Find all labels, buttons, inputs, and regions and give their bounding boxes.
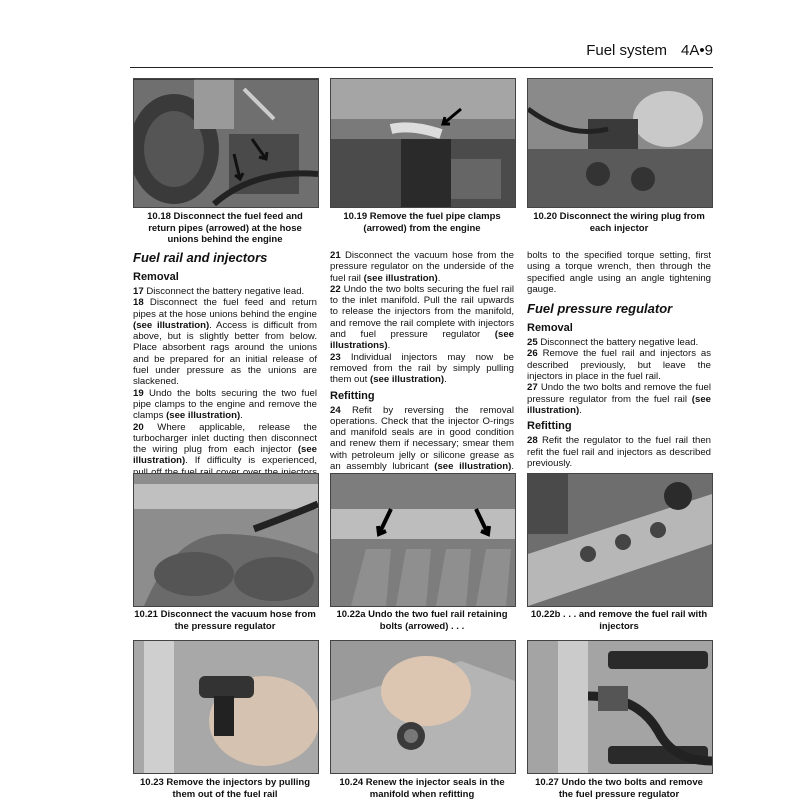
paragraph-24-continued: bolts to the specified torque setting, first using a torque wrench, then through the specified angle using an angle tightening gauge.	[527, 250, 711, 295]
caption-10-22a: 10.22a Undo the two fuel rail retaining bolts (arrowed) . . .	[336, 609, 508, 632]
step-number: 28	[527, 435, 538, 447]
photo-10-19	[330, 78, 516, 208]
step-text: Refit by reversing the removal operations. Check that the injector O-rings and manifold seals are in good condition and renew them if necessary; smear them with petroleum jelly or silicone grease as an assembly lubricant	[330, 404, 514, 473]
step-text: .	[511, 461, 514, 473]
chapter-title: Fuel system	[586, 42, 668, 59]
photo-10-22a	[330, 473, 516, 607]
header-title	[586, 42, 713, 59]
section-number: 4A•9	[681, 42, 713, 59]
text-column-1	[133, 250, 317, 489]
section-heading-pressure-regulator: Fuel pressure regulator	[527, 301, 673, 317]
photo-10-23	[133, 640, 319, 774]
illustration-ref: (see illustrations)	[330, 329, 514, 352]
step-text: Disconnect the battery negative lead.	[146, 286, 305, 297]
photo-10-18	[133, 78, 319, 208]
step-number: 20	[133, 421, 144, 433]
step-text: Refit the regulator to the fuel rail then refit the fuel rail and injectors as described previously.	[527, 435, 711, 469]
caption-10-19: 10.19 Remove the fuel pipe clamps (arrowed) from the engine	[343, 211, 501, 234]
step-text: Disconnect the fuel feed and return pipes at the hose unions behind the engine	[133, 297, 317, 320]
step-text: Disconnect the vacuum hose from the pressure regulator on the underside of the fuel rail	[330, 250, 515, 284]
subheading-removal: Removal	[527, 322, 573, 335]
step-number: 21	[330, 250, 341, 261]
step-text: .	[240, 410, 243, 422]
caption-10-23: 10.23 Remove the injectors by pulling them out of the fuel rail	[140, 777, 310, 800]
text-column-3	[527, 250, 711, 469]
paragraph-28	[527, 435, 711, 469]
step-number: 27	[527, 382, 538, 394]
step-text: .	[437, 272, 441, 284]
paragraph-27	[527, 382, 711, 416]
step-text: Remove the fuel rail and injectors as described previously, but leave the injectors in place in the fuel rail.	[527, 348, 711, 383]
illustration-ref: (see illustration)	[370, 374, 445, 386]
step-number: 26	[527, 348, 538, 360]
illustration-ref: (see illustration)	[166, 410, 241, 422]
subheading-refitting: Refitting	[527, 420, 572, 433]
subheading-removal: Removal	[133, 271, 179, 283]
step-number: 17	[133, 286, 144, 297]
paragraph-18	[133, 297, 317, 387]
paragraph-24	[330, 405, 514, 484]
step-number: 25	[527, 337, 538, 349]
step-number: 24	[330, 404, 341, 416]
photo-10-20	[527, 78, 713, 208]
header-rule	[130, 67, 713, 68]
paragraph-26	[527, 348, 711, 382]
caption-10-22b: 10.22b . . . and remove the fuel rail with injectors	[530, 609, 708, 632]
step-number: 18	[133, 297, 144, 309]
step-number: 19	[133, 387, 144, 399]
step-text: . If difficulty is experienced,	[185, 455, 317, 467]
step-text: .	[444, 374, 447, 386]
illustration-ref: (see illustration)	[363, 272, 438, 284]
step-text: Where applicable, release the turbocharger inlet ducting then disconnect the wiring plug from each injector	[133, 421, 317, 456]
photo-10-22b	[527, 473, 713, 607]
step-text: Undo the two bolts and remove the fuel pressure regulator from the fuel rail	[527, 382, 711, 405]
illustration-ref: (see illustration)	[133, 444, 318, 467]
caption-10-24: 10.24 Renew the injector seals in the manifold when refitting	[339, 777, 505, 800]
step-number: 22	[330, 283, 341, 295]
step-text: .	[387, 340, 391, 352]
step-number: 23	[330, 351, 341, 363]
illustration-ref: (see illustration)	[133, 319, 210, 331]
illustration-ref: (see illustration)	[434, 461, 512, 473]
photo-10-27	[527, 640, 713, 774]
subheading-refitting: Refitting	[330, 389, 375, 402]
caption-10-21: 10.21 Disconnect the vacuum hose from the pressure regulator	[134, 609, 316, 632]
caption-10-20: 10.20 Disconnect the wiring plug from each injector	[533, 211, 705, 234]
page-header	[130, 40, 713, 68]
text-column-2	[330, 250, 514, 484]
paragraph-17	[133, 286, 317, 297]
paragraph-21	[330, 250, 514, 284]
photo-10-24	[330, 640, 516, 774]
step-text: . Access is difficult from above, but is slightly better from below. Place absorbent rags around the unions and be prepared for an initial release of fuel under pressure as the unions are slackened.	[133, 319, 317, 388]
caption-10-18: 10.18 Disconnect the fuel feed and return pipes (arrowed) at the hose unions behind the engine	[147, 211, 303, 245]
paragraph-23	[330, 352, 514, 386]
step-text: Disconnect the battery negative lead.	[540, 337, 699, 349]
step-text: .	[579, 404, 582, 416]
illustration-ref: (see illustration)	[527, 393, 711, 416]
section-heading-fuel-rail: Fuel rail and injectors	[133, 250, 268, 265]
paragraph-25	[527, 337, 711, 348]
paragraph-22	[330, 284, 514, 352]
step-text: Individual injectors may now be removed from the rail by simply pulling them out	[330, 351, 514, 386]
caption-10-27: 10.27 Undo the two bolts and remove the fuel pressure regulator	[535, 777, 703, 800]
step-text: Undo the bolts securing the two fuel pipe clamps to the engine and remove the clamps	[133, 387, 317, 422]
paragraph-19	[133, 388, 317, 422]
photo-10-21	[133, 473, 319, 607]
step-text: Undo the two bolts securing the fuel rail to the inlet manifold. Pull the rail upwards to release the injectors from the manifold, and remove the rail complete with injectors and fuel pressure regulator	[330, 283, 514, 341]
